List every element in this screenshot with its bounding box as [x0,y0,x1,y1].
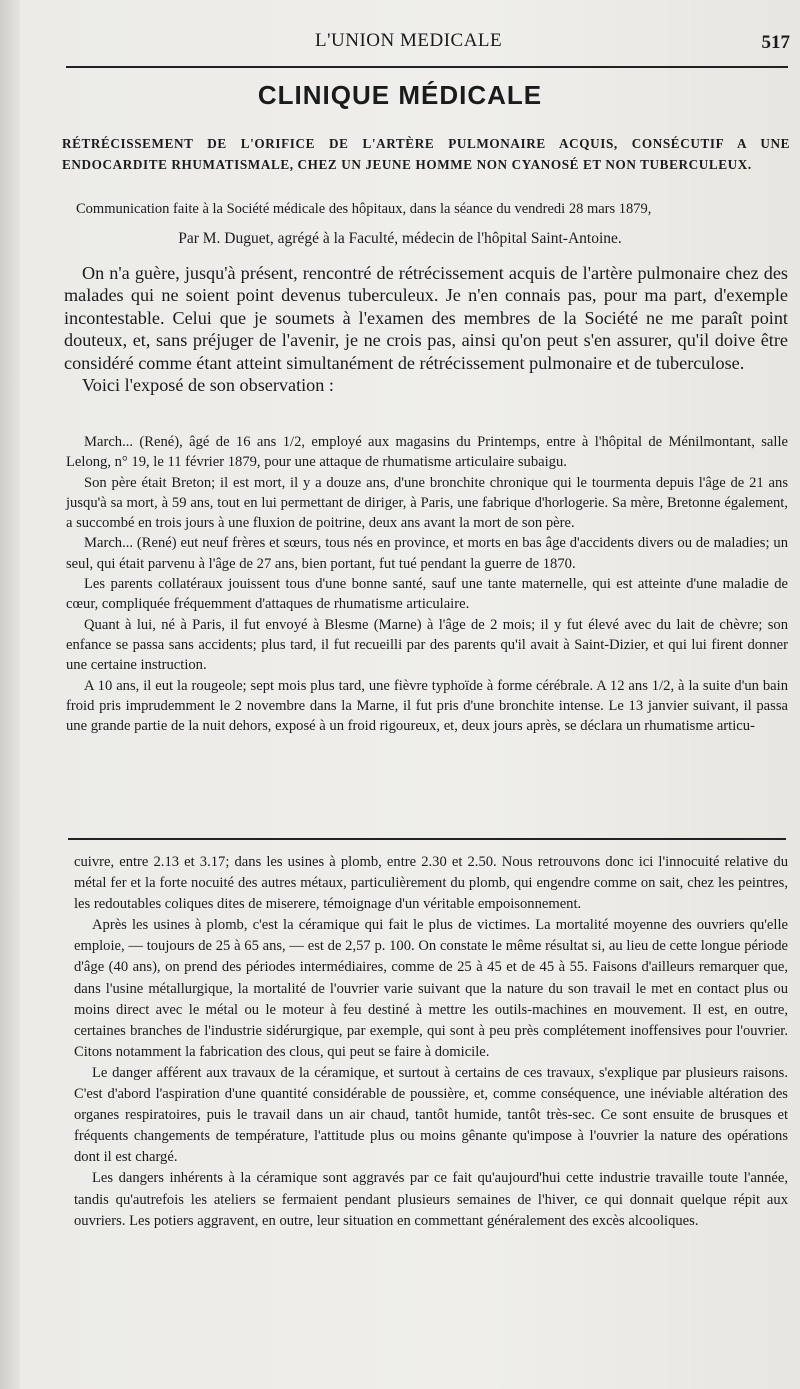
intro-paragraph: On n'a guère, jusqu'à présent, rencontré de rétrécissement acquis de l'artère pulmonaire chez des malades qui ne soient point devenus tuberculeux. Je n'en connais pas, pour ma part, d'exemple incontestable. Celui que je soumets à l'examen des membres de la Société ne me paraît point douteux, et, sans préjuger de l'avenir, je ne crois pas, ainsi qu'on peut s'en assurer, qu'il doive être considéré comme étant atteint simultanément de rétrécissement pulmonaire et de tuberculose. [64,263,788,373]
paragraph: Quant à lui, né à Paris, il fut envoyé à Blesme (Marne) à l'âge de 2 mois; il y fut élevé avec du lait de chèvre; son enfance se passa sans accidents; plus tard, il fut recueilli par des parents qu'il avait à Saint-Dizier, et qui lui firent donner une certaine instruction. [66,616,788,674]
running-head [60,28,790,56]
intro-text [64,262,788,396]
continuation-text [74,852,788,1232]
article-title: RÉTRÉCISSEMENT DE L'ORIFICE DE L'ARTÈRE PULMONAIRE ACQUIS, CONSÉCUTIF A UNE ENDOCARDITE RHUMATISMALE, CHEZ UN JEUNE HOMME NON CYANOSÉ ET NON TUBERCULEUX. [62,136,790,172]
paragraph: March... (René) eut neuf frères et sœurs, tous nés en province, et morts en bas âge d'accidents divers ou de maladies; un seul, qui était parvenu à l'âge de 27 ans, bien portant, fut tué pendant la guerre de 1870. [66,535,788,572]
column-separator-rule [68,838,786,840]
observation-text [66,432,788,736]
paragraph: March... (René), âgé de 16 ans 1/2, employé aux magasins du Printemps, entre à l'hôpital de Ménilmontant, salle Lelong, n° 19, le 11 février 1879, pour une attaque de rhumatisme articulaire subaigu. [66,434,788,471]
paragraph: Les dangers inhérents à la céramique sont aggravés par ce fait qu'aujourd'hui cette industrie travaille toute l'année, tandis qu'autrefois les ateliers se fermaient pendant plusieurs semaines de l'hiver, ce qui donnait quelque répit aux ouvriers. Les potiers aggravent, en outre, leur situation en commettant généralement des excès alcooliques. [74,1170,788,1229]
header-rule [66,66,788,68]
paragraph: Les parents collatéraux jouissent tous d'une bonne santé, sauf une tante maternelle, qui est atteinte d'une maladie de cœur, compliquée fréquemment d'attaques de rhumatisme articulaire. [66,576,788,613]
paragraph: Le danger afférent aux travaux de la céramique, et surtout à certains de ces travaux, s'explique par plusieurs raisons. C'est d'abord l'aspiration d'une quantité considérable de poussière, et, comme conséquence, une inéviable altération des organes respiratoires, puis le travail dans un air chaud, tantôt humide, tantôt très-sec. Ce sont ensuite de brusques et fréquents changements de température, l'attitude plus ou moins gênante qu'impose à l'ouvrier la nature des opérations dont il est chargé. [74,1064,788,1166]
intro-paragraph: Voici l'exposé de son observation : [82,375,334,396]
paragraph: Après les usines à plomb, c'est la céramique qui fait le plus de victimes. La mortalité moyenne des ouvriers qu'elle emploie, — toujours de 25 à 65 ans, — est de 2,57 p. 100. On constate le même résultat si, au lieu de cette longue période d'âge (40 ans), on prend des périodes intermédiaires, comme de 25 à 45 et de 45 à 55. Faisons d'ailleurs remarquer que, dans l'usine métallurgique, la mortalité de l'ouvrier varie suivant que la nature du son travail le met en contact plus ou moins direct avec le métal ou le moteur à feu destiné à mettre les outils-machines en mouvement. Il est, en outre, certaines branches de l'industrie sidérurgique, par exemple, qui sont à peu près complétement inoffensives pour l'ouvrier. Citons notamment la fabrication des clous, qui peut se faire à domicile. [74,917,788,1060]
paragraph: cuivre, entre 2.13 et 3.17; dans les usines à plomb, entre 2.30 et 2.50. Nous retrouvons donc ici l'innocuité relative du métal fer et la forte nocuité des autres métaux, particulièrement du plomb, qui engendre comme on sait, chez les peintres, les redoutables coliques dites de miserere, témoignage d'un véritable empoisonnement. [74,854,788,913]
author-byline: Par M. Duguet, agrégé à la Faculté, médecin de l'hôpital Saint-Antoine. [178,230,622,247]
paragraph: Son père était Breton; il est mort, il y a douze ans, d'une bronchite chronique qui le tourmenta depuis l'âge de 21 ans jusqu'à sa mort, à 59 ans, tout en lui permettant de diriger, à Paris, une fabrique d'horlogerie. Sa mère, Bretonne également, a succombé en trois jours à une fluxion de poitrine, deux ans avant la mort de son père. [66,474,788,532]
running-title: L'UNION MEDICALE [315,30,503,51]
section-title: CLINIQUE MÉDICALE [257,80,543,110]
paragraph: A 10 ans, il eut la rougeole; sept mois plus tard, une fièvre typhoïde à forme cérébrale. A 12 ans 1/2, à la suite d'un bain froid pris imprudemment le 2 novembre dans la Marne, il fut pris d'une bronchite intense. Le 13 janvier suivant, il passa une grande partie de la nuit dehors, exposé à un froid rigoureux, et, deux jours après, se déclara un rhumatisme articu- [66,677,788,735]
book-spine-shadow [0,0,20,1389]
communication-note: Communication faite à la Société médicale des hôpitaux, dans la séance du vendredi 28 mars 1879, [76,201,652,217]
page-number: 517 [761,32,790,53]
